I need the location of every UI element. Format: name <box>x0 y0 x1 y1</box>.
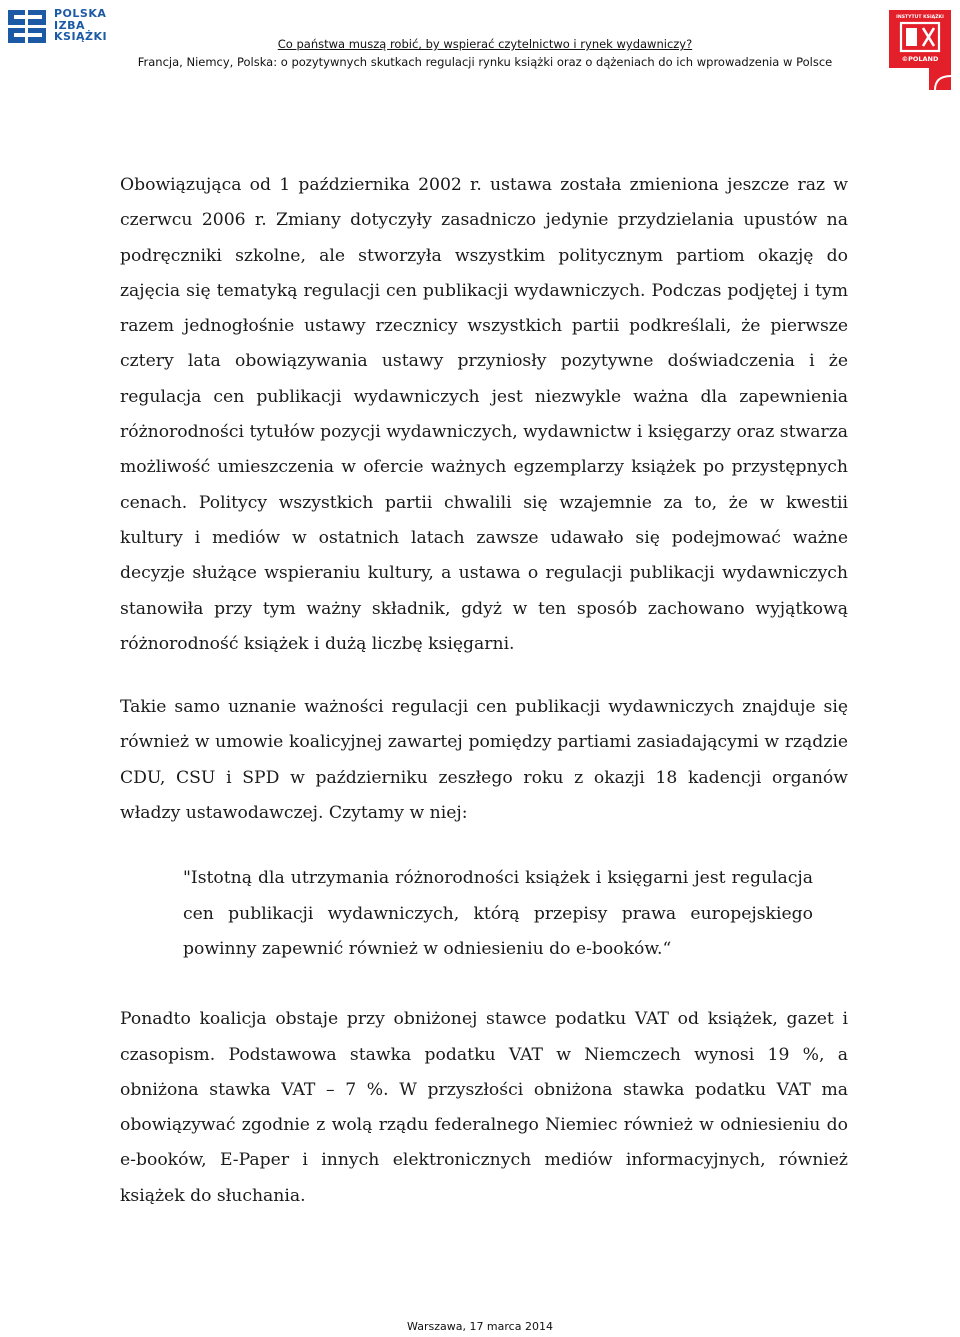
pik-logo-word: IZBA <box>54 18 85 32</box>
pik-logo-word: POLSKA <box>54 7 107 20</box>
pik-building-icon <box>8 10 48 44</box>
ik-logo-bottom-text: ©POLAND <box>901 55 939 63</box>
block-quote: "Istotną dla utrzymania różnorodności książek i księgarni jest regulacja cen publikacji wydawniczych, którą przepisy prawa europejskiego powinny zapewnić również w odniesieniu do e-booków.“ <box>183 868 813 959</box>
document-body <box>120 168 848 1214</box>
paragraph-3: Ponadto koalicja obstaje przy obniżonej stawce podatku VAT od książek, gazet i czasopism. Podstawowa stawka podatku VAT w Niemczech wynosi 19 %, a obniżona stawka VAT – 7 %. W przyszłości obniżona stawka podatku VAT ma obowiązywać zgodnie z wolą rządu federalnego Niemiec również w odniesieniu do e-booków, E-Paper i innych elektronicznych mediów informacyjnych, również książek do słuchania. <box>120 1009 848 1206</box>
page-header <box>0 0 960 100</box>
header-title-line-2: Francja, Niemcy, Polska: o pozytywnych skutkach regulacji rynku książki oraz o dążeniach do ich wprowadzenia w Polsce <box>137 55 833 69</box>
header-title <box>130 35 840 71</box>
pik-logo-text <box>54 8 107 43</box>
pik-logo-word: KSIĄŻKI <box>54 30 108 43</box>
paragraph-1: Obowiązująca od 1 października 2002 r. ustawa została zmieniona jeszcze raz w czerwcu 2006 r. Zmiany dotyczyły zasadniczo jedynie przydzielania upustów na podręczniki szkolne, ale stworzyła wszystkim politycznym partiom okazję do zajęcia się tematyką regulacji cen publikacji wydawniczych. Podczas podjętej i tym razem jednogłośnie ustawy rzecznicy wszystkich partii podkreślali, że pierwsze cztery lata obowiązywania ustawy przyniosły pozytywne doświadczenia i że regulacja cen publikacji wydawniczych jest niezwykle ważna dla zapewnienia różnorodności tytułów pozycji wydawniczych, wydawnictw i księgarzy oraz stwarza możliwość umieszczenia w ofercie ważnych egzemplarzy książek po przystępnych cenach. Politycy wszystkich partii chwalili się wzajemnie za to, że w kwestii kultury i mediów w ostatnich latach zawsze udawało się podejmować ważne decyzje służące wspieraniu kultury, a ustawa o regulacji publikacji wydawniczych stanowiła przy tym ważny składnik, gdyż w ten sposób zachowano wyjątkową różnorodność książek i dużą liczbę księgarni. <box>120 175 848 654</box>
ik-logo-top-text: INSTYTUT KSIĄŻKI <box>896 15 944 20</box>
polska-izba-ksiazki-logo <box>8 8 128 48</box>
footer-date: Warszawa, 17 marca 2014 <box>407 1320 553 1333</box>
paragraph-2: Takie samo uznanie ważności regulacji cen publikacji wydawniczych znajduje się również w umowie koalicyjnej zawartej pomiędzy partiami zasiadającymi w rządzie CDU, CSU i SPD w październiku zeszłego roku z okazji 18 kadencji organów władzy ustawodawczej. Czytamy w niej: <box>120 697 848 824</box>
instytut-ksiazki-logo <box>889 10 951 90</box>
header-title-line-1: Co państwa muszą robić, by wspierać czytelnictwo i rynek wydawniczy? <box>277 37 693 51</box>
